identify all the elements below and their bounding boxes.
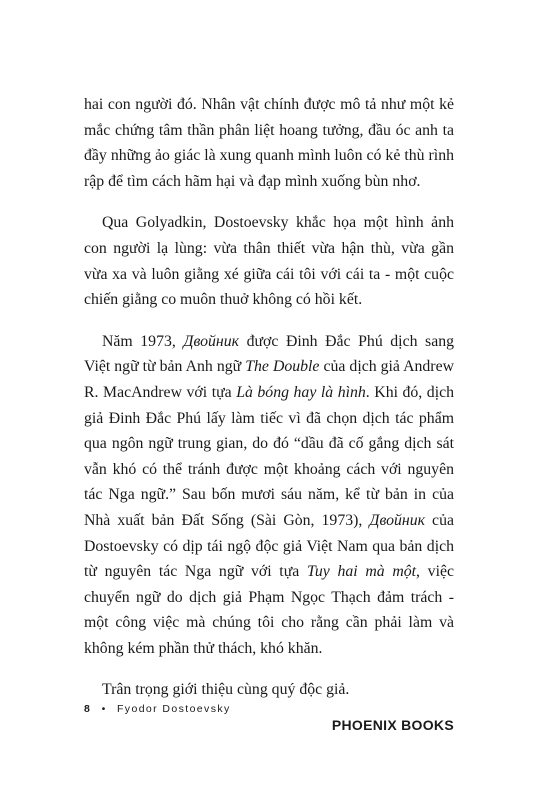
- page-number: 8: [84, 703, 92, 715]
- book-title-vietnamese-new: Tuy hai mà một: [306, 563, 417, 581]
- paragraph-text: . Khi đó, dịch giả Đinh Đắc Phú lấy làm tiếc vì đã chọn dịch tác phẩm qua ngôn ngữ trung gian, do đó “dầu đã cố gắng dịch sát vẫn khó có thể tránh được một khoảng cách với nguyên tác Nga ngữ.” Sau bốn mươi sáu năm, kể từ bản in của Nhà xuất bản Đất Sống (Sài Gòn, 1973),: [84, 383, 454, 529]
- paragraph-text: của dịch giả Andrew R. MacAndrew với tựa: [84, 358, 454, 401]
- paragraph-text: của Dostoevsky có dịp tái ngộ độc giả Việt Nam qua bản dịch từ nguyên tác Nga ngữ với tựa: [84, 511, 454, 581]
- bullet-separator: •: [101, 703, 107, 715]
- page-footer: [84, 703, 231, 715]
- book-title-english: The Double: [245, 358, 320, 376]
- paragraph-text: hai con người đó. Nhân vật chính được mô tả như một kẻ mắc chứng tâm thần phân liệt hoang tưởng, đầu óc anh ta đầy những ảo giác là xung quanh mình luôn có kẻ thù rình rập để tìm cách hãm hại và đạp mình xuống bùn nhơ.: [84, 96, 454, 190]
- paragraph-3: [84, 329, 454, 662]
- paragraph-text: Năm 1973,: [102, 332, 184, 350]
- paragraph-4: [84, 677, 454, 703]
- paragraph-1: [84, 92, 454, 194]
- publisher-signature: PHOENIX BOOKS: [331, 717, 454, 734]
- paragraph-text: Qua Golyadkin, Dostoevsky khắc họa một hình ảnh con người lạ lùng: vừa thân thiết vừa hận thù, vừa gần vừa xa và luôn giằng xé giữa cái tôi với cái ta - một cuộc chiến giằng co muôn thuở không có hồi kết.: [84, 214, 454, 309]
- book-title-russian: Двойник: [183, 332, 240, 350]
- book-title-vietnamese-1973: Là bóng hay là hình: [236, 383, 366, 401]
- paragraph-text: , việc chuyển ngữ do dịch giả Phạm Ngọc Thạch đảm trách - một công việc mà chúng tôi cho rằng cần phải làm và không kém phần thử thách, khó khăn.: [84, 563, 454, 657]
- page-body: [84, 92, 454, 739]
- paragraph-text: được Đinh Đắc Phú dịch sang Việt ngữ từ bản Anh ngữ: [84, 332, 454, 376]
- paragraph-2: [84, 210, 454, 312]
- running-title: Fyodor Dostoevsky: [116, 703, 231, 715]
- paragraph-text: Trân trọng giới thiệu cùng quý độc giả.: [102, 681, 350, 699]
- book-title-russian: Двойник: [369, 511, 426, 529]
